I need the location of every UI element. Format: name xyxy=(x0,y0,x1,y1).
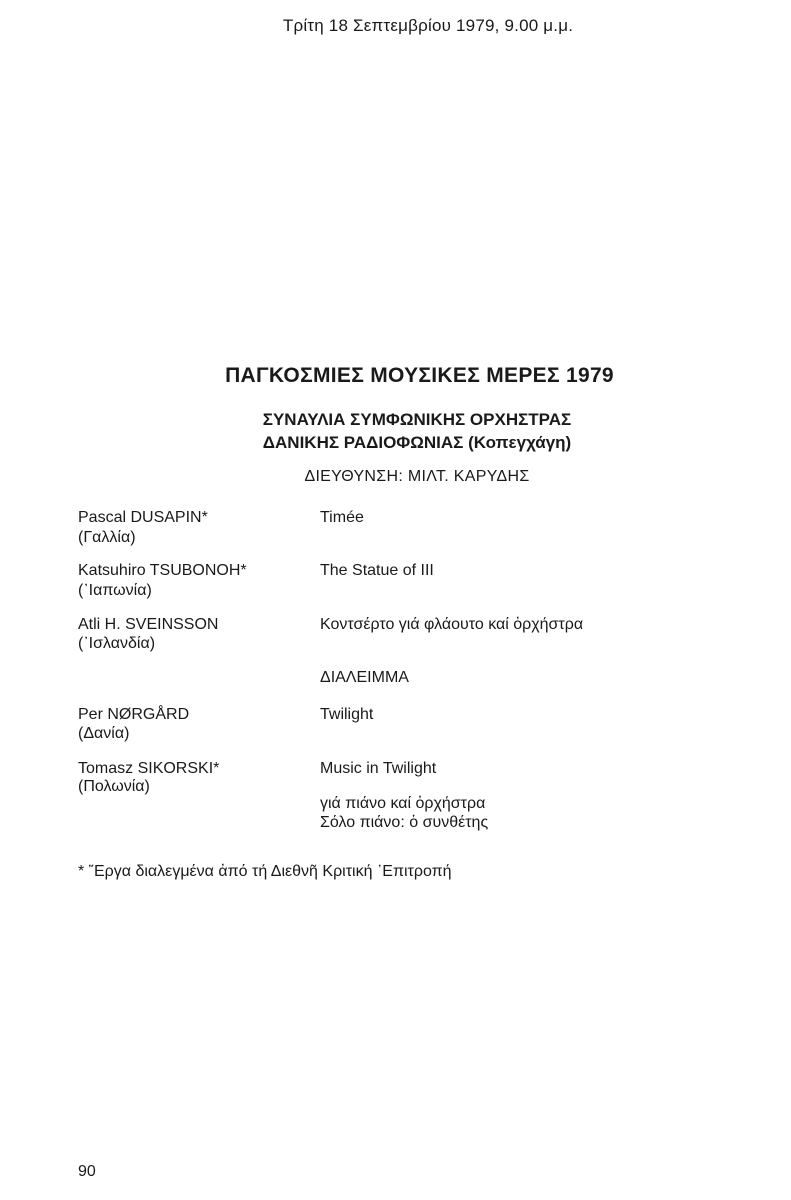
page-number: 90 xyxy=(78,1163,96,1180)
work-note: Σόλο πιάνο: ὁ συνθέτης xyxy=(320,814,489,831)
page-title: ΠΑΓΚΟΣΜΙΕΣ ΜΟΥΣΙΚΕΣ ΜΕΡΕΣ 1979 xyxy=(225,364,614,387)
work-title: The Statue of III xyxy=(320,562,434,579)
footnote: * ῎Εργα διαλεγμένα ἀπό τή Διεθνῆ Κριτική ᾿Επιτροπή xyxy=(78,863,452,880)
composer-country: (Δανία) xyxy=(78,725,130,742)
concert-subtitle-line2: ΔΑΝΙΚΗΣ ΡΑΔΙΟΦΩΝΙΑΣ (Κοπεγχάγη) xyxy=(262,433,572,452)
composer-country: (Πολωνία) xyxy=(78,778,150,795)
intermission-label: ΔΙΑΛΕΙΜΜΑ xyxy=(320,669,409,686)
conductor-line: ΔΙΕΥΘΥΝΣΗ: ΜΙΛΤ. ΚΑΡΥΔΗΣ xyxy=(304,468,530,485)
composer-name: Tomasz SIKORSKI* xyxy=(78,760,220,777)
composer-country: (᾿Ισλανδία) xyxy=(78,635,156,652)
composer-country: (᾿Ιαπωνία) xyxy=(78,582,152,599)
concert-subtitle-line1: ΣΥΝΑΥΛΙΑ ΣΥΜΦΩΝΙΚΗΣ ΟΡΧΗΣΤΡΑΣ xyxy=(262,410,572,429)
composer-name: Pascal DUSAPIN* xyxy=(78,509,208,526)
work-title: Κοντσέρτο γιά φλάουτο καί ὀρχήστρα xyxy=(320,616,584,633)
composer-country: (Γαλλία) xyxy=(78,529,136,546)
work-title: Music in Twilight xyxy=(320,760,437,777)
date-time-line: Τρίτη 18 Σεπτεμβρίου 1979, 9.00 μ.μ. xyxy=(282,16,574,35)
composer-name: Atli H. SVEINSSON xyxy=(78,616,219,633)
work-title: Timée xyxy=(320,509,364,526)
composer-name: Per NØRGÅRD xyxy=(78,706,190,723)
work-title: Twilight xyxy=(320,706,374,723)
work-note: γιά πιάνο καί ὀρχήστρα xyxy=(320,795,486,812)
composer-name: Katsuhiro TSUBONOH* xyxy=(78,562,247,579)
